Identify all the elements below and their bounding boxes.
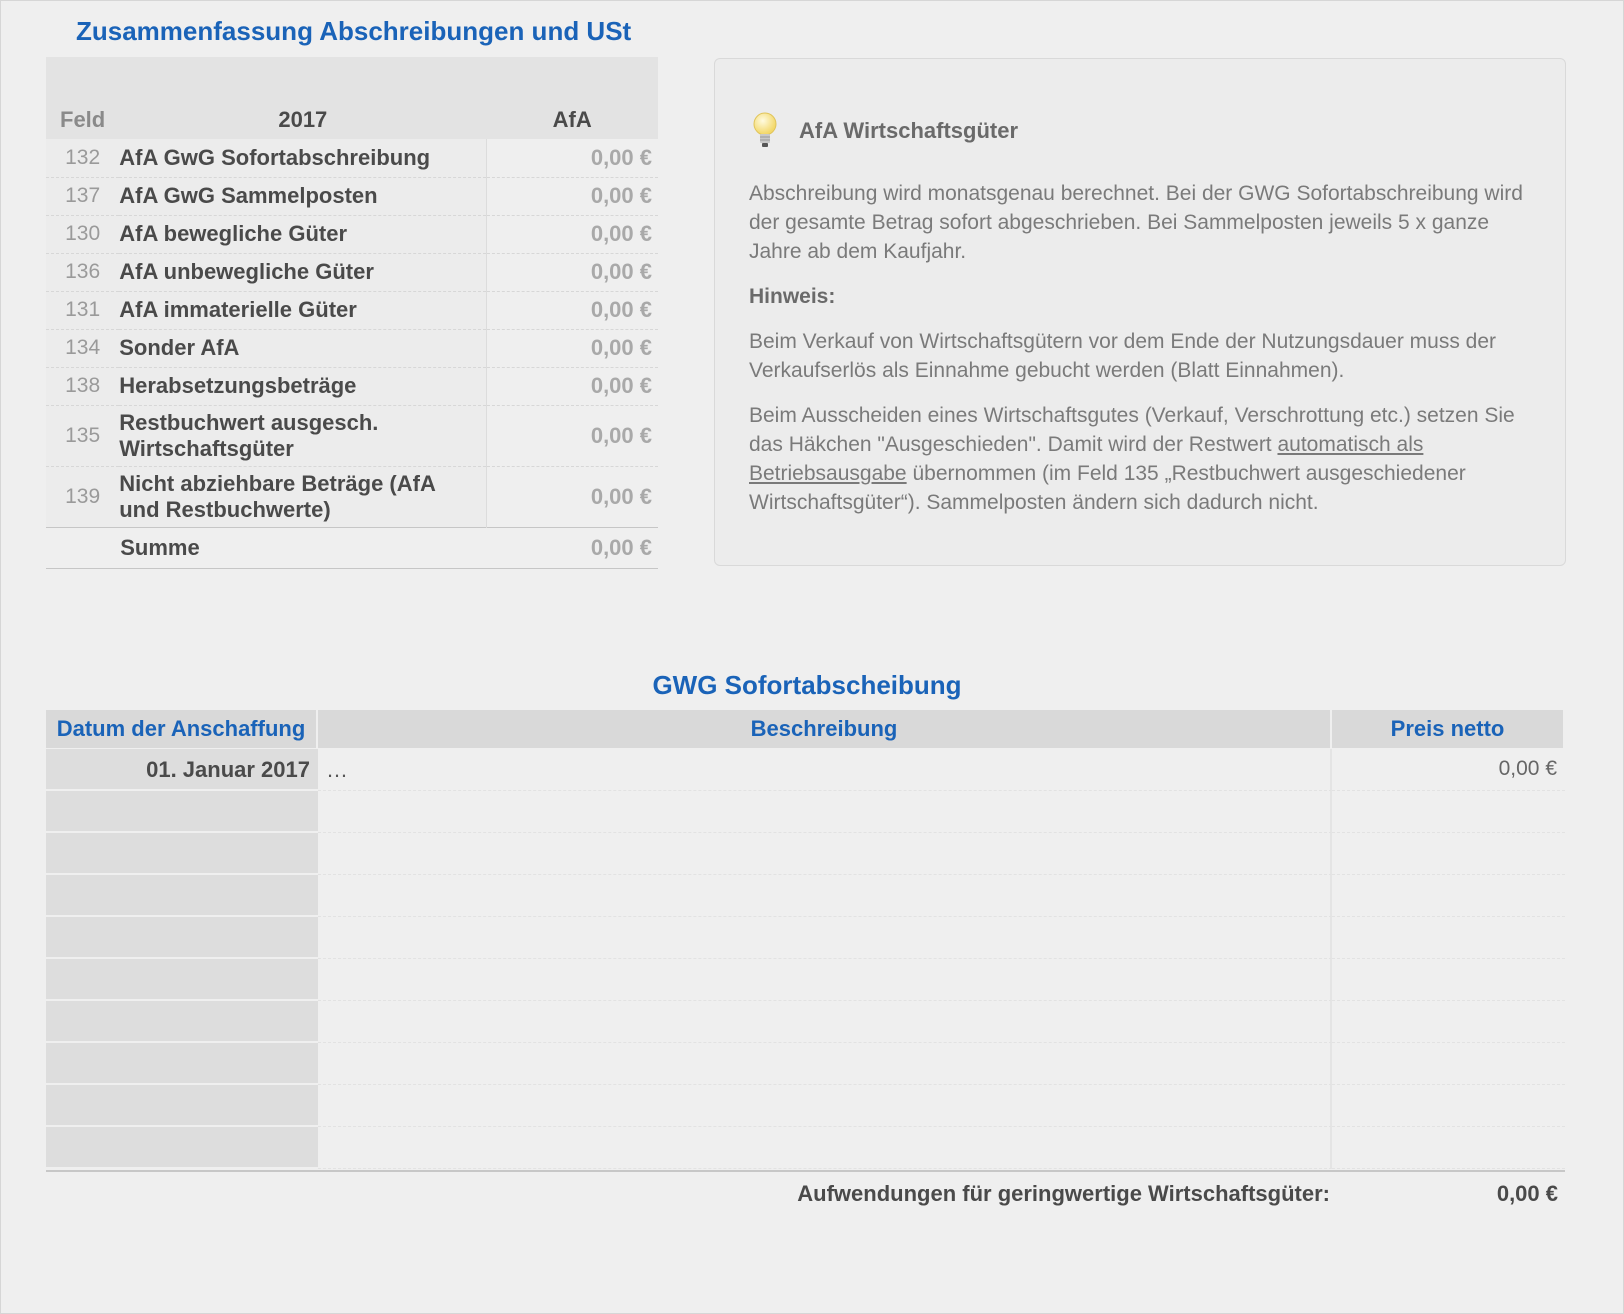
table-row xyxy=(46,959,1565,1001)
afa-value: 0,00 € xyxy=(486,466,658,527)
afa-value: 0,00 € xyxy=(486,405,658,466)
description-cell[interactable] xyxy=(318,791,1332,833)
summary-row xyxy=(46,329,658,367)
table-row xyxy=(46,917,1565,959)
afa-value: 0,00 € xyxy=(486,329,658,367)
table-row xyxy=(46,1127,1565,1169)
price-cell[interactable] xyxy=(1332,1127,1565,1169)
date-cell[interactable] xyxy=(46,1001,318,1043)
description-cell[interactable] xyxy=(318,875,1332,917)
info-panel xyxy=(714,58,1566,566)
afa-value: 0,00 € xyxy=(486,253,658,291)
summary-row xyxy=(46,466,658,527)
summary-sum-row xyxy=(46,527,658,568)
summary-row xyxy=(46,405,658,466)
feld-number: 134 xyxy=(46,329,119,367)
price-cell[interactable] xyxy=(1332,1085,1565,1127)
price-cell[interactable] xyxy=(1332,959,1565,1001)
info-title: AfA Wirtschaftsgüter xyxy=(799,118,1019,143)
description-cell[interactable] xyxy=(318,917,1332,959)
description-cell[interactable] xyxy=(318,1085,1332,1127)
row-label: AfA GwG Sofortabschreibung xyxy=(119,139,486,177)
summary-row xyxy=(46,291,658,329)
summary-row xyxy=(46,139,658,177)
price-cell[interactable] xyxy=(1332,1043,1565,1085)
table-row xyxy=(46,1043,1565,1085)
column-header-price: Preis netto xyxy=(1332,710,1563,748)
afa-value: 0,00 € xyxy=(486,139,658,177)
summary-table xyxy=(46,57,658,569)
description-cell[interactable] xyxy=(318,1001,1332,1043)
column-header-description: Beschreibung xyxy=(318,710,1332,748)
hint-label: Hinweis: xyxy=(749,285,836,308)
sum-value: 0,00 € xyxy=(486,527,658,568)
date-cell[interactable] xyxy=(46,791,318,833)
feld-number: 137 xyxy=(46,177,119,215)
info-text: übernommen (im Feld 135 „Restbuchwert ausgeschiedener Wirtschaftsgüter“). Sammelposten ändern sich dadurch nicht. xyxy=(749,462,1466,514)
column-header-feld: Feld xyxy=(46,57,119,139)
date-cell[interactable] xyxy=(46,1085,318,1127)
afa-value: 0,00 € xyxy=(486,215,658,253)
feld-number: 131 xyxy=(46,291,119,329)
date-cell[interactable] xyxy=(46,875,318,917)
info-paragraph xyxy=(749,401,1539,517)
date-cell[interactable] xyxy=(46,917,318,959)
betriebsausgabe-link[interactable]: automatisch als Betriebsausgabe xyxy=(749,433,1424,485)
table-row xyxy=(46,1085,1565,1127)
row-label: AfA GwG Sammelposten xyxy=(119,177,486,215)
date-cell[interactable] xyxy=(46,1043,318,1085)
price-cell[interactable] xyxy=(1332,875,1565,917)
afa-value: 0,00 € xyxy=(486,367,658,405)
date-cell[interactable] xyxy=(46,1127,318,1169)
row-label: Herabsetzungsbeträge xyxy=(119,367,486,405)
feld-number: 136 xyxy=(46,253,119,291)
date-cell[interactable]: 01. Januar 2017 xyxy=(46,749,318,791)
table-row xyxy=(46,791,1565,833)
gwg-total-value: 0,00 € xyxy=(1496,1181,1558,1206)
date-cell[interactable] xyxy=(46,959,318,1001)
info-paragraph: Abschreibung wird monatsgenau berechnet. Bei der GWG Sofortabschreibung wird der gesamte Betrag sofort abgeschrieben. Bei Sammelposten jeweils 5 x ganze Jahre ab dem Kaufjahr. xyxy=(749,182,1523,263)
sum-label: Summe xyxy=(119,527,486,568)
gwg-table-body xyxy=(46,749,1565,1169)
afa-value: 0,00 € xyxy=(486,291,658,329)
column-header-date: Datum der Anschaffung xyxy=(46,710,318,748)
table-row xyxy=(46,833,1565,875)
description-cell[interactable] xyxy=(318,1043,1332,1085)
summary-title: Zusammenfassung Abschreibungen und USt xyxy=(76,16,632,46)
column-header-year: 2017 xyxy=(119,57,486,139)
summary-row xyxy=(46,367,658,405)
row-label: AfA bewegliche Güter xyxy=(119,215,486,253)
gwg-total-label: Aufwendungen für geringwertige Wirtschaftsgüter: xyxy=(797,1181,1330,1206)
column-header-afa: AfA xyxy=(486,57,658,139)
total-divider xyxy=(46,1170,1565,1172)
price-cell[interactable] xyxy=(1332,791,1565,833)
summary-row xyxy=(46,253,658,291)
table-row xyxy=(46,1001,1565,1043)
description-cell[interactable]: … xyxy=(318,749,1332,791)
lightbulb-icon xyxy=(753,111,777,151)
feld-number: 139 xyxy=(46,466,119,527)
sum-spacer xyxy=(46,527,119,568)
info-header xyxy=(753,111,1018,151)
feld-number: 130 xyxy=(46,215,119,253)
summary-row xyxy=(46,215,658,253)
description-cell[interactable] xyxy=(318,1127,1332,1169)
feld-number: 135 xyxy=(46,405,119,466)
row-label: Restbuchwert ausgesch. Wirtschaftsgüter xyxy=(119,405,486,466)
info-text: Beim Ausscheiden eines Wirtschaftsgutes (Verkauf, Verschrottung etc.) setzen Sie das Häkchen "Ausgeschieden". Damit wird der Restwert xyxy=(749,404,1515,456)
price-cell[interactable] xyxy=(1332,1001,1565,1043)
info-body xyxy=(749,179,1539,533)
summary-row xyxy=(46,177,658,215)
row-label: AfA unbewegliche Güter xyxy=(119,253,486,291)
info-paragraph: Beim Verkauf von Wirtschaftsgütern vor dem Ende der Nutzungsdauer muss der Verkaufserlös als Einnahme gebucht werden (Blatt Einnahmen). xyxy=(749,330,1497,382)
table-row xyxy=(46,749,1565,791)
row-label: AfA immaterielle Güter xyxy=(119,291,486,329)
table-row xyxy=(46,875,1565,917)
price-cell[interactable] xyxy=(1332,833,1565,875)
row-label: Nicht abziehbare Beträge (AfA und Restbuchwerte) xyxy=(119,466,486,527)
description-cell[interactable] xyxy=(318,833,1332,875)
feld-number: 138 xyxy=(46,367,119,405)
price-cell[interactable]: 0,00 € xyxy=(1332,749,1565,791)
afa-value: 0,00 € xyxy=(486,177,658,215)
description-cell[interactable] xyxy=(318,959,1332,1001)
feld-number: 132 xyxy=(46,139,119,177)
date-cell[interactable] xyxy=(46,833,318,875)
price-cell[interactable] xyxy=(1332,917,1565,959)
gwg-title: GWG Sofortabscheibung xyxy=(652,670,962,700)
gwg-table-header xyxy=(46,710,1563,748)
row-label: Sonder AfA xyxy=(119,329,486,367)
